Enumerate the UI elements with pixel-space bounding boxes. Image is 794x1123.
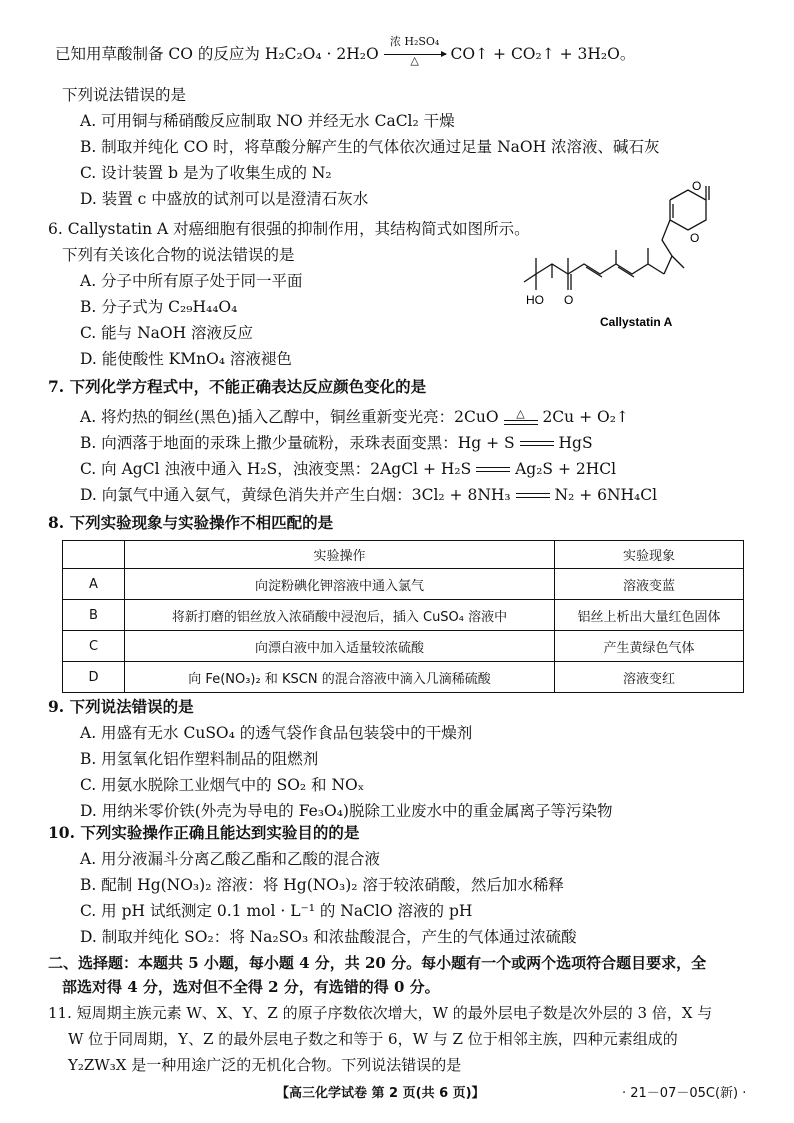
q7-stem: 7. 下列化学方程式中，不能正确表达反应颜色变化的是	[48, 377, 427, 396]
condition-bottom: △	[410, 54, 419, 67]
structure-label-o-carbonyl: O	[692, 179, 702, 193]
q6-option-b: B. 分子式为 C₂₉H₄₄O₄	[80, 298, 238, 316]
equals-sign	[476, 465, 510, 475]
intro-formula: H₂C₂O₄ · 2H₂O	[264, 45, 379, 63]
table-row: D 向 Fe(NO₃)₂ 和 KSCN 的混合溶液中滴入几滴稀硫酸 溶液变红	[63, 662, 744, 693]
table-header-row	[63, 541, 744, 569]
q9-option-c: C. 用氨水脱除工业烟气中的 SO₂ 和 NOₓ	[80, 776, 365, 794]
intro-equation	[55, 35, 636, 67]
condition-top: 浓 H₂SO₄	[389, 35, 440, 48]
q5-stem: 下列说法错误的是	[62, 86, 187, 104]
q5-option-c: C. 设计装置 b 是为了收集生成的 N₂	[80, 164, 332, 182]
q6-stem: 6. Callystatin A 对癌细胞有很强的抑制作用，其结构简式如图所示。	[48, 220, 530, 238]
heat-equals-sign: △	[504, 408, 538, 428]
intro-products: CO↑ + CO₂↑ + 3H₂O。	[450, 45, 636, 63]
table-header-cell: 实验操作	[125, 541, 555, 569]
q11-line2: W 位于同周期，Y、Z 的最外层电子数之和等于 6，W 与 Z 位于相邻主族，四种元素组成的	[68, 1030, 678, 1048]
page-footer-center: 【高三化学试卷 第 2 页(共 6 页)】	[276, 1086, 485, 1101]
q10-stem: 10. 下列实验操作正确且能达到实验目的的是	[48, 823, 360, 842]
reaction-condition-arrow	[384, 35, 446, 67]
q7-option-a: A. 将灼热的铜丝(黑色)插入乙醇中，铜丝重新变光亮：2CuO △ 2Cu + O₂↑	[80, 407, 629, 426]
equals-sign	[520, 439, 554, 449]
section-2-heading-line2: 部选对得 4 分，选对但不全得 2 分，有选错的得 0 分。	[62, 978, 440, 996]
q9-stem: 9. 下列说法错误的是	[48, 697, 194, 716]
q6-option-c: C. 能与 NaOH 溶液反应	[80, 324, 254, 342]
callystatin-structure-figure	[520, 178, 720, 348]
table-header-cell: 实验现象	[555, 541, 744, 569]
table-header-cell	[63, 541, 125, 569]
table-row: A 向淀粉碘化钾溶液中通入氯气 溶液变蓝	[63, 569, 744, 600]
q10-option-d: D. 制取并纯化 SO₂：将 Na₂SO₃ 和浓盐酸混合，产生的气体通过浓硫酸	[80, 928, 577, 946]
q5-option-b: B. 制取并纯化 CO 时，将草酸分解产生的气体依次通过足量 NaOH 浓溶液、碱石灰	[80, 138, 660, 156]
q9-option-b: B. 用氢氧化铝作塑料制品的阻燃剂	[80, 750, 319, 768]
structure-label-ho: HO	[526, 293, 544, 307]
q10-option-a: A. 用分液漏斗分离乙酸乙酯和乙酸的混合液	[80, 850, 381, 868]
q6-option-a: A. 分子中所有原子处于同一平面	[80, 272, 303, 290]
intro-lead: 已知用草酸制备 CO 的反应为	[55, 45, 265, 63]
q5-option-d: D. 装置 c 中盛放的试剂可以是澄清石灰水	[80, 190, 369, 208]
q9-option-d: D. 用纳米零价铁(外壳为导电的 Fe₃O₄)脱除工业废水中的重金属离子等污染物	[80, 802, 613, 820]
q10-option-b: B. 配制 Hg(NO₃)₂ 溶液：将 Hg(NO₃)₂ 溶于较浓硝酸，然后加水稀释	[80, 876, 564, 894]
q5-option-a: A. 可用铜与稀硝酸反应制取 NO 并经无水 CaCl₂ 干燥	[80, 112, 455, 130]
table-row: B 将新打磨的铝丝放入浓硝酸中浸泡后，插入 CuSO₄ 溶液中 铝丝上析出大量红色固体	[63, 600, 744, 631]
q6-sub: 下列有关该化合物的说法错误的是	[62, 246, 295, 264]
equals-sign	[516, 491, 550, 501]
q7-option-b: B. 向洒落于地面的汞珠上撒少量硫粉，汞珠表面变黑：Hg + S HgS	[80, 434, 593, 452]
q7-option-c: C. 向 AgCl 浊液中通入 H₂S，浊液变黑：2AgCl + H₂S Ag₂S + 2HCl	[80, 460, 617, 478]
q9-option-a: A. 用盛有无水 CuSO₄ 的透气袋作食品包装袋中的干燥剂	[80, 724, 473, 742]
structure-label-o-ketone: O	[564, 293, 574, 307]
q10-option-c: C. 用 pH 试纸测定 0.1 mol · L⁻¹ 的 NaClO 溶液的 pH	[80, 902, 473, 920]
q11-line1: 11. 短周期主族元素 W、X、Y、Z 的原子序数依次增大，W 的最外层电子数是次外层的 3 倍，X 与	[48, 1004, 713, 1022]
section-2-heading-line1: 二、选择题：本题共 5 小题，每小题 4 分，共 20 分。每小题有一个或两个选项符合题目要求，全	[48, 954, 707, 972]
q11-line3: Y₂ZW₃X 是一种用途广泛的无机化合物。下列说法错误的是	[68, 1056, 462, 1074]
q7-option-d: D. 向氯气中通入氨气，黄绿色消失并产生白烟：3Cl₂ + 8NH₃ N₂ + 6NH₄Cl	[80, 486, 658, 504]
table-row: C 向漂白液中加入适量较浓硫酸 产生黄绿色气体	[63, 631, 744, 662]
structure-caption: Callystatin A	[600, 315, 673, 329]
structure-label-o-ring: O	[690, 231, 700, 245]
page-footer-code: · 21－07－05C(新) ·	[622, 1086, 747, 1101]
q8-stem: 8. 下列实验现象与实验操作不相匹配的是	[48, 513, 334, 532]
q6-option-d: D. 能使酸性 KMnO₄ 溶液褪色	[80, 350, 292, 368]
experiment-table	[62, 540, 744, 693]
